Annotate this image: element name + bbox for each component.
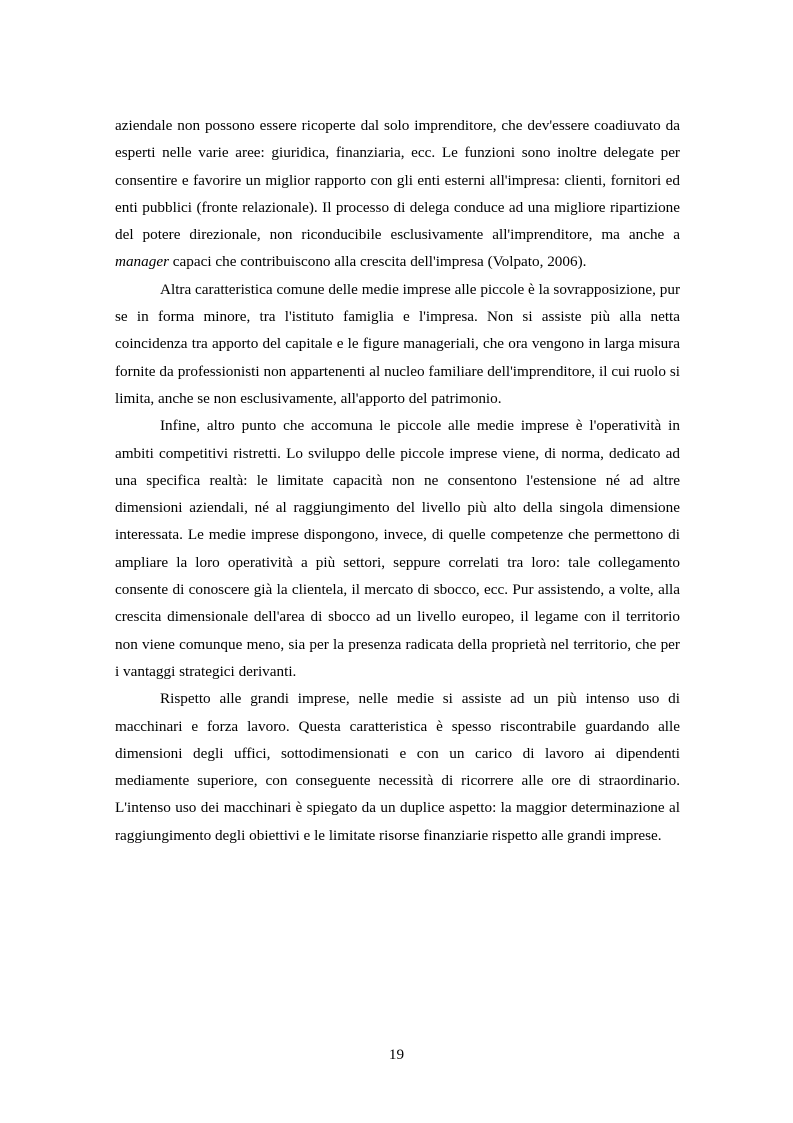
paragraph-1-text-before: aziendale non possono essere ricoperte dal solo imprenditore, che dev'essere coadiuvato da esperti nelle varie aree: giuridica, finanziaria, ecc. Le funzioni sono inoltre delegate per consentire e favorire un miglior rapporto con gli enti esterni all'impresa: clienti, fornitori ed enti pubblici (fronte relazionale). Il processo di delega conduce ad una migliore ripartizione del potere direzionale, non riconducibile esclusivamente all'imprenditore, ma anche a — [115, 117, 680, 244]
paragraph-2: Altra caratteristica comune delle medie imprese alle piccole è la sovrapposizione, pur se in forma minore, tra l'istituto famiglia e l'impresa. Non si assiste più alla netta coincidenza tra apporto del capitale e le figure manageriali, che ora vengono in larga misura fornite da professionisti non appartenenti al nucleo familiare dell'imprenditore, il cui ruolo si limita, anche se non esclusivamente, all'apporto del patrimonio. — [115, 280, 680, 407]
paragraph-4: Rispetto alle grandi imprese, nelle medie si assiste ad un più intenso uso di macchinari e forza lavoro. Questa caratteristica è spesso riscontrabile guardando alle dimensioni degli uffici, sottodimensionati e con un carico di lavoro ai dipendenti mediamente superiore, con conseguente necessità di ricorrere alle ore di straordinario. L'intenso uso dei macchinari è spiegato da un duplice aspetto: la maggior determinazione al raggiungimento degli obiettivi e le limitate risorse finanziarie rispetto alle grandi imprese. — [115, 690, 680, 844]
paragraph-1 — [115, 112, 680, 276]
page-body — [115, 112, 680, 849]
paragraph-1-text-after: capaci che contribuiscono alla crescita dell'impresa (Volpato, 2006). — [169, 253, 587, 271]
paragraph-3: Infine, altro punto che accomuna le piccole alle medie imprese è l'operatività in ambiti competitivi ristretti. Lo sviluppo delle piccole imprese viene, di norma, dedicato ad una specifica realtà: le limitate capacità non ne consentono l'estensione né ad altre dimensioni aziendali, né al raggiungimento del livello più alto della singola dimensione interessata. Le medie imprese dispongono, invece, di quelle competenze che permettono di ampliare la loro operatività a più settori, seppure correlati tra loro: tale collegamento consente di conoscere già la clientela, il mercato di sbocco, ecc. Pur assistendo, a volte, alla crescita dimensionale dell'area di sbocco ad un livello europeo, il legame con il territorio non viene comunque meno, sia per la presenza radicata della proprietà nel territorio, che per i vantaggi strategici derivanti. — [115, 417, 680, 680]
page-number: 19 — [388, 1046, 405, 1063]
paragraph-1-emphasis: manager — [115, 253, 169, 271]
